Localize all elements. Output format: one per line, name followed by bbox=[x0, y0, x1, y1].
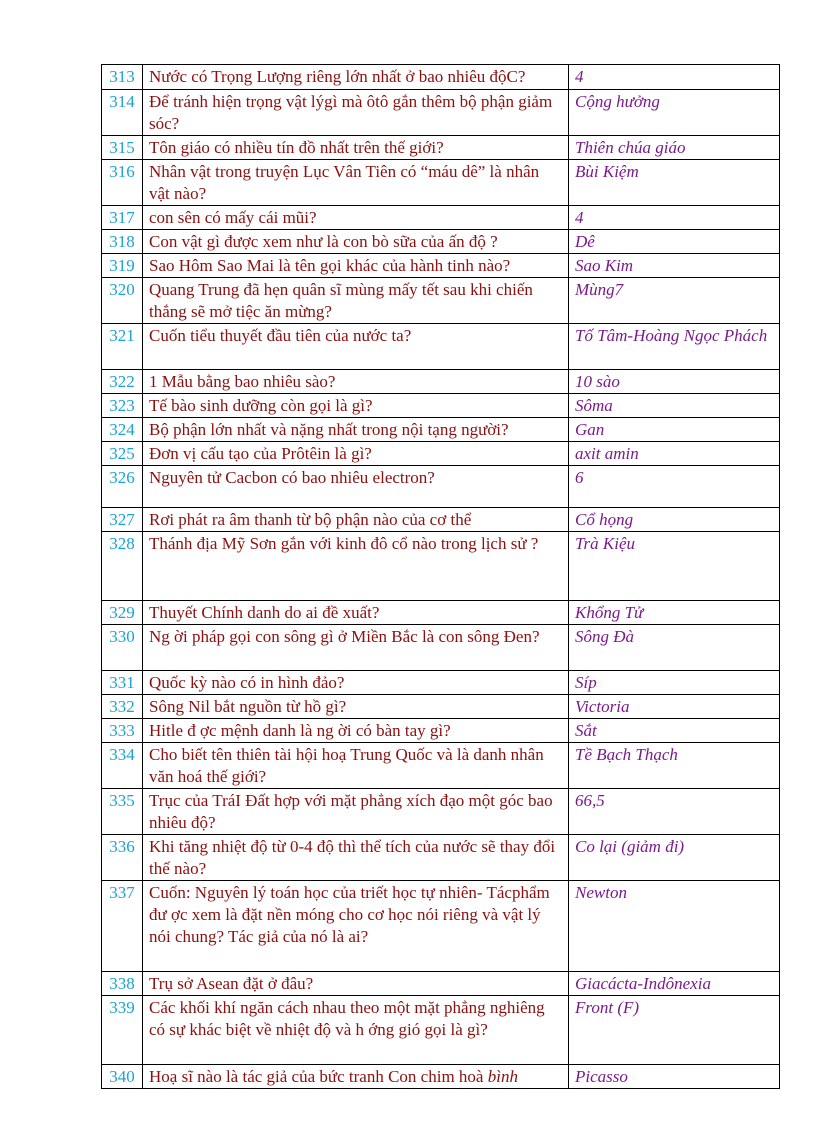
question-text: Cuốn: Nguyên lý toán học của triết học tự nhiên- Tácphẩm đư ợc xem là đặt nền móng cho cơ học nói riêng và vật lý nói chung? Tác giả của nó là ai? bbox=[143, 881, 569, 972]
answer-text: Síp bbox=[569, 671, 780, 695]
question-number: 337 bbox=[102, 881, 143, 972]
answer-text: Front (F) bbox=[569, 996, 780, 1065]
question-text: Nguyên tử Cacbon có bao nhiêu electron? bbox=[143, 466, 569, 508]
question-number: 338 bbox=[102, 972, 143, 996]
table-row bbox=[102, 719, 780, 743]
question-number: 334 bbox=[102, 743, 143, 789]
answer-text: Khổng Tử bbox=[569, 601, 780, 625]
quiz-table bbox=[101, 64, 780, 1089]
answer-text: 6 bbox=[569, 466, 780, 508]
question-text: Trục của TráI Đất hợp với mặt phẳng xích đạo một góc bao nhiêu độ? bbox=[143, 789, 569, 835]
question-text: con sên có mấy cái mũi? bbox=[143, 206, 569, 230]
answer-text: Cổ họng bbox=[569, 508, 780, 532]
answer-text: Mùng7 bbox=[569, 278, 780, 324]
question-text: Để tránh hiện trọng vật lýgì mà ôtô gắn thêm bộ phận giảm sóc? bbox=[143, 90, 569, 136]
question-text: Sông Nil bắt nguồn từ hồ gì? bbox=[143, 695, 569, 719]
question-number: 335 bbox=[102, 789, 143, 835]
question-text: Quốc kỳ nào có in hình đảo? bbox=[143, 671, 569, 695]
question-text: Cuốn tiểu thuyết đầu tiên của nước ta? bbox=[143, 324, 569, 370]
question-text: Trụ sở Asean đặt ở đâu? bbox=[143, 972, 569, 996]
question-text: Quang Trung đã hẹn quân sĩ mùng mấy tết sau khi chiến thắng sẽ mở tiệc ăn mừng? bbox=[143, 278, 569, 324]
question-text: Tôn giáo có nhiều tín đồ nhất trên thế giới? bbox=[143, 136, 569, 160]
table-row bbox=[102, 136, 780, 160]
table-row bbox=[102, 996, 780, 1065]
question-number: 327 bbox=[102, 508, 143, 532]
question-number: 330 bbox=[102, 625, 143, 671]
answer-text: 66,5 bbox=[569, 789, 780, 835]
question-number: 319 bbox=[102, 254, 143, 278]
table-row bbox=[102, 789, 780, 835]
question-number: 315 bbox=[102, 136, 143, 160]
question-text: 1 Mẫu bằng bao nhiêu sào? bbox=[143, 370, 569, 394]
table-row bbox=[102, 160, 780, 206]
question-number: 317 bbox=[102, 206, 143, 230]
answer-text: Sắt bbox=[569, 719, 780, 743]
question-number: 324 bbox=[102, 418, 143, 442]
table-row bbox=[102, 324, 780, 370]
answer-text: Sao Kim bbox=[569, 254, 780, 278]
question-number: 323 bbox=[102, 394, 143, 418]
question-number: 332 bbox=[102, 695, 143, 719]
question-text-emphasis: bình bbox=[487, 1067, 518, 1086]
question-number: 329 bbox=[102, 601, 143, 625]
question-number: 333 bbox=[102, 719, 143, 743]
answer-text: Trà Kiệu bbox=[569, 532, 780, 601]
question-number: 331 bbox=[102, 671, 143, 695]
answer-text: 4 bbox=[569, 206, 780, 230]
table-row bbox=[102, 881, 780, 972]
answer-text: Thiên chúa giáo bbox=[569, 136, 780, 160]
table-row bbox=[102, 90, 780, 136]
answer-text: Co lại (giảm đi) bbox=[569, 835, 780, 881]
table-row bbox=[102, 972, 780, 996]
question-text: Các khối khí ngăn cách nhau theo một mặt phẳng nghiêng có sự khác biệt về nhiệt độ và h ớng gió gọi là gì? bbox=[143, 996, 569, 1065]
table-row bbox=[102, 230, 780, 254]
question-number: 314 bbox=[102, 90, 143, 136]
table-row bbox=[102, 835, 780, 881]
answer-text: Tề Bạch Thạch bbox=[569, 743, 780, 789]
table-row bbox=[102, 695, 780, 719]
question-number: 318 bbox=[102, 230, 143, 254]
answer-text: Tố Tâm-Hoàng Ngọc Phách bbox=[569, 324, 780, 370]
answer-text: Newton bbox=[569, 881, 780, 972]
question-number: 328 bbox=[102, 532, 143, 601]
question-text: Bộ phận lớn nhất và nặng nhất trong nội tạng người? bbox=[143, 418, 569, 442]
answer-text: Cộng hưởng bbox=[569, 90, 780, 136]
question-text: Nhân vật trong truyện Lục Vân Tiên có “máu dê” là nhân vật nào? bbox=[143, 160, 569, 206]
question-number: 320 bbox=[102, 278, 143, 324]
question-text: Nước có Trọng Lượng riêng lớn nhất ở bao nhiêu độC? bbox=[143, 65, 569, 90]
answer-text: Gan bbox=[569, 418, 780, 442]
answer-text: Sôma bbox=[569, 394, 780, 418]
question-number: 325 bbox=[102, 442, 143, 466]
answer-text: axit amin bbox=[569, 442, 780, 466]
question-text-main: Hoạ sĩ nào là tác giả của bức tranh Con chim hoà bbox=[149, 1067, 484, 1086]
question-text: Đơn vị cấu tạo của Prôtêin là gì? bbox=[143, 442, 569, 466]
table-row bbox=[102, 671, 780, 695]
table-row bbox=[102, 532, 780, 601]
question-number: 339 bbox=[102, 996, 143, 1065]
question-number: 313 bbox=[102, 65, 143, 90]
answer-text: Bùi Kiệm bbox=[569, 160, 780, 206]
table-row bbox=[102, 254, 780, 278]
question-number: 326 bbox=[102, 466, 143, 508]
table-row bbox=[102, 625, 780, 671]
table-row bbox=[102, 508, 780, 532]
answer-text: Dê bbox=[569, 230, 780, 254]
table-row bbox=[102, 278, 780, 324]
question-text: Thuyết Chính danh do ai đề xuất? bbox=[143, 601, 569, 625]
question-text: Rơi phát ra âm thanh từ bộ phận nào của cơ thể bbox=[143, 508, 569, 532]
table-row bbox=[102, 1065, 780, 1089]
question-text: Tế bào sinh dưỡng còn gọi là gì? bbox=[143, 394, 569, 418]
question-text bbox=[143, 1065, 569, 1089]
answer-text: Picasso bbox=[569, 1065, 780, 1089]
question-text: Ng ời pháp gọi con sông gì ở Miền Bắc là con sông Đen? bbox=[143, 625, 569, 671]
answer-text: Victoria bbox=[569, 695, 780, 719]
question-text: Con vật gì được xem như là con bò sữa của ấn độ ? bbox=[143, 230, 569, 254]
question-text: Hitle đ ợc mệnh danh là ng ời có bàn tay gì? bbox=[143, 719, 569, 743]
question-number: 321 bbox=[102, 324, 143, 370]
question-text: Khi tăng nhiệt độ từ 0-4 độ thì thể tích của nước sẽ thay đổi thế nào? bbox=[143, 835, 569, 881]
quiz-table-body bbox=[102, 65, 780, 1089]
question-number: 316 bbox=[102, 160, 143, 206]
table-row bbox=[102, 394, 780, 418]
question-number: 336 bbox=[102, 835, 143, 881]
table-row bbox=[102, 206, 780, 230]
table-row bbox=[102, 370, 780, 394]
table-row bbox=[102, 601, 780, 625]
table-row bbox=[102, 418, 780, 442]
answer-text: Sông Đà bbox=[569, 625, 780, 671]
answer-text: 10 sào bbox=[569, 370, 780, 394]
question-text: Sao Hôm Sao Mai là tên gọi khác của hành tinh nào? bbox=[143, 254, 569, 278]
question-number: 322 bbox=[102, 370, 143, 394]
question-text: Thánh địa Mỹ Sơn gắn với kinh đô cổ nào trong lịch sử ? bbox=[143, 532, 569, 601]
answer-text: 4 bbox=[569, 65, 780, 90]
table-row bbox=[102, 743, 780, 789]
question-number: 340 bbox=[102, 1065, 143, 1089]
answer-text: Giacácta-Indônexia bbox=[569, 972, 780, 996]
question-text: Cho biết tên thiên tài hội hoạ Trung Quốc và là danh nhân văn hoá thế giới? bbox=[143, 743, 569, 789]
table-row bbox=[102, 466, 780, 508]
table-row bbox=[102, 65, 780, 90]
table-row bbox=[102, 442, 780, 466]
